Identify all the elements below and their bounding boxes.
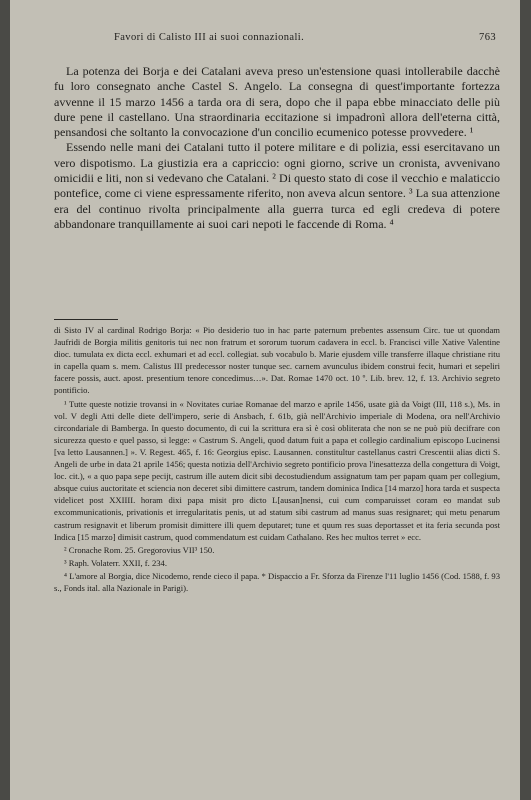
page-number: 763: [479, 32, 496, 43]
footnote-separator: [54, 319, 118, 320]
footnote: ¹ Tutte queste notizie trovansi in « Novitates curiae Romanae del marzo e aprile 1456, usate già da Voigt (III, 118 s.), Ms. in vol. V degli Atti delle diete dell'impero, serie di Ansbach, f. 61b, già nell'Archivio imperiale di Modena, ora nell'Archivio circondariale di Bamberga. In questo documento, di cui la scrittura era sì è così obliterata che non se ne può più decifrare con sicurezza questo e quel passo, si legge: « Castrum S. Angeli, quod datum fuit a papa et collegio cardinalium episcopo Lucinensi [va letto Lausannen.] ». V. Regest. 465, f. 16: Georgius episc. Lausannen. constitultur castellanus castri Crescentii alias dicti S. Angeli de urbe in data 21 aprile 1456; questa notizia dell'Archivio segreto pontificio prova l'inesattezza della congettura di Voigt, loc. cit.), « a quo papa sepe pecijt, castrum ille autem dicit sibi decostudiendum assignatum tam per papam quam per collegium, absque cuius auctoritate et sciencia non deceret sibi dimittere castrum, tandem dominica Indica [14 marzo] hora tarda et suspecta videlicet post XXIIII. horam dixi papa misit pro dicto L[ausan]nensi, cui cum comparuisset coram eo mandat sub excommunicationis, privationis et irregularitatis penis, ut ad statum sibi castrum ad manus suas resignaret; qui metu penarum castrum resignavit et liberum promisit dimittere illi quem deputaret; tune et quum res suas deportasset et ita feria secunda post Indica [15 marzo] dimisit castrum, quod commendatum est cuidam Cathalano. Res hec multos terret » ecc.: [54, 398, 500, 542]
footnote: ² Cronache Rom. 25. Gregorovius VII³ 150.: [64, 544, 215, 555]
footnote: ³ Raph. Volaterr. XXII, f. 234.: [64, 557, 167, 568]
footnotes: [54, 324, 500, 595]
body-paragraph: La potenza dei Borja e dei Catalani aveva preso un'estensione quasi intollerabile dacchè fu loro consegnato anche Castel S. Angelo. La consegna di quest'importante fortezza avvenne il 15 marzo 1456 a tarda ora di sera, dopo che il papa ebbe minacciato delle più dure pene il castellano. Una straordinaria eccitazione si impadronì allora dell'eterna città, pensandosi che soltanto la convocazione d'un concilio ecumenico potesse provvedere. ¹: [54, 64, 500, 140]
book-page: [10, 0, 520, 800]
footnote: ⁴ L'amore al Borgia, dice Nicodemo, rende cieco il papa. * Dispaccio a Fr. Sforza da Firenze l'11 luglio 1456 (Cod. 1588, f. 93 s., Fonds ital. alla Nazionale in Parigi).: [54, 570, 500, 593]
page-header: [10, 32, 520, 46]
body-paragraph: Essendo nelle mani dei Catalani tutto il potere militare e di polizia, essi esercitavano un vero dispotismo. La giustizia era a capriccio: ogni giorno, scrive un cronista, avvenivano omicidii e liti, non si vedevano che Catalani. ² Di questo stato di cose il vecchio e malaticcio pontefice, come ci viene espressamente riferito, non aveva alcun sentore. ³ La sua attenzione era del continuo rivolta principalmente alla guerra turca ed egli credeva di potere abbandonare tranquillamente ai suoi cari nepoti le faccende di Roma. ⁴: [54, 140, 500, 231]
footnote-continuation: di Sisto IV al cardinal Rodrigo Borja: « Pio desiderio tuo in hac parte paternum prebentes assensum Circ. tue ut quondam Jaufridi de Borgia militis genitoris tui nec non fratrum et sororum tuorum cadavera in eccl. b. Francisci ville Xative Valentine dioc. tumulata ex dicta eccl. exhumari et ad eccl. collegiat. sub vocabulo b. Marie ejusdem ville transferre illaque christiane ritu in capella quam s. mem. Calistus III predecessor noster tunque sec. carnem avunculus ibidem construi fecit, humari et sepeliri facere possis, auct. apost. presentium tenore concedimus…». Dat. Romae 1470 oct. 10 º. Lib. brev. 12, f. 13. Archivio segreto pontificio.: [54, 325, 500, 396]
running-title: Favori di Calisto III ai suoi connazionali.: [114, 32, 305, 43]
main-text: [54, 64, 500, 232]
